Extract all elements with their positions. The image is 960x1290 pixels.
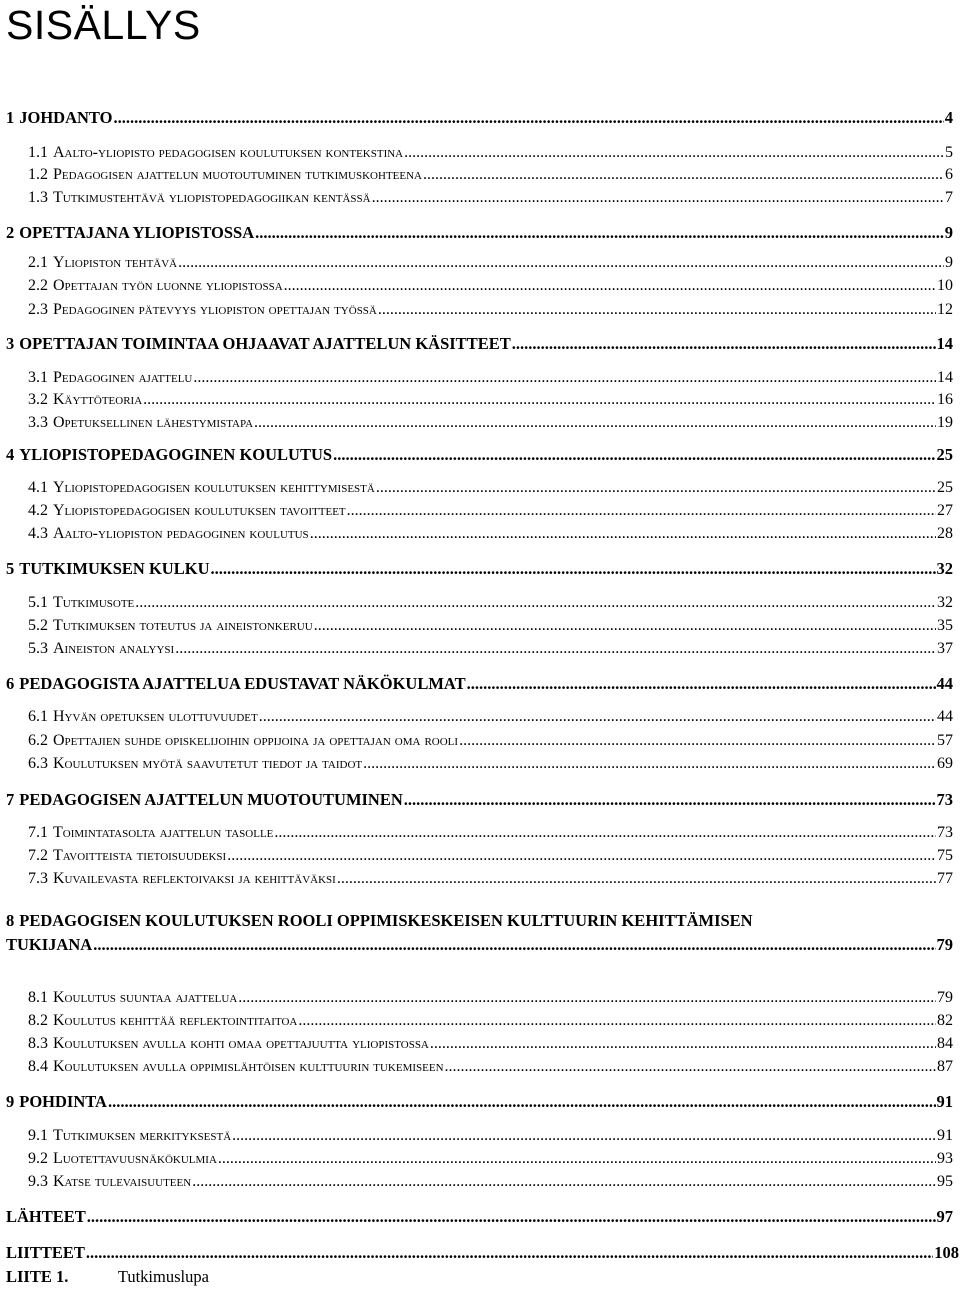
toc-label: LÄHTEET bbox=[6, 1207, 86, 1226]
toc-label: Aalto-yliopiston pedagoginen koulutus bbox=[53, 525, 309, 542]
toc-number: 2.1 bbox=[28, 254, 48, 271]
toc-label: Luotettavuusnäkökulmia bbox=[53, 1150, 217, 1167]
toc-page-number: 95 bbox=[937, 1173, 953, 1190]
toc-label: Katse tulevaisuuteen bbox=[53, 1173, 192, 1190]
dot-leader bbox=[192, 1173, 936, 1191]
toc-page-number: 14 bbox=[936, 334, 953, 353]
toc-label: OPETTAJAN TOIMINTAA OHJAAVAT AJATTELUN KÄSITTEET bbox=[19, 334, 511, 353]
dot-leader bbox=[445, 1058, 936, 1076]
toc-number: 7 bbox=[6, 790, 15, 809]
toc-chapter-entry[interactable] bbox=[6, 911, 953, 955]
toc-number: 1.3 bbox=[28, 189, 48, 206]
toc-label: Opettajan työn luonne yliopistossa bbox=[53, 277, 283, 294]
dot-leader bbox=[298, 1012, 936, 1030]
dot-leader bbox=[113, 108, 943, 128]
toc-chapter-entry[interactable] bbox=[6, 1207, 953, 1227]
toc-number: 7.3 bbox=[28, 870, 48, 887]
toc-page-number: 84 bbox=[937, 1035, 953, 1052]
toc-page-number: 37 bbox=[937, 640, 953, 657]
dot-leader bbox=[512, 334, 936, 354]
dot-leader bbox=[255, 223, 944, 243]
toc-page-number: 35 bbox=[937, 617, 953, 634]
dot-leader bbox=[87, 1207, 936, 1227]
toc-label: Yliopiston tehtävä bbox=[53, 254, 178, 271]
toc-chapter-entry[interactable] bbox=[6, 559, 953, 579]
toc-page-number: 91 bbox=[936, 1092, 953, 1111]
toc-section-entry[interactable] bbox=[28, 594, 953, 612]
toc-number: 5.1 bbox=[28, 594, 48, 611]
toc-label: Pedagoginen ajattelu bbox=[53, 369, 193, 386]
dot-leader bbox=[238, 989, 936, 1007]
toc-section-entry[interactable] bbox=[28, 1058, 953, 1076]
toc-label: Yliopistopedagogisen koulutuksen kehittymisestä bbox=[53, 479, 375, 496]
dot-leader bbox=[193, 369, 936, 387]
toc-label: Tutkimustehtävä yliopistopedagogiikan kentässä bbox=[53, 189, 371, 206]
toc-page-number: 73 bbox=[937, 824, 953, 841]
toc-number: 3.3 bbox=[28, 414, 48, 431]
toc-label: Pedagogisen ajattelun muotoutuminen tutkimuskohteena bbox=[53, 166, 422, 183]
toc-page-number: 79 bbox=[936, 935, 953, 954]
toc-section-entry[interactable] bbox=[28, 1127, 953, 1145]
toc-label: Opettajien suhde opiskelijoihin oppijoina ja opettajan oma rooli bbox=[53, 732, 459, 749]
toc-page-number: 5 bbox=[945, 144, 953, 161]
dot-leader bbox=[135, 594, 936, 612]
toc-label: Tutkimuksen merkityksestä bbox=[53, 1127, 232, 1144]
toc-page-number: 91 bbox=[937, 1127, 953, 1144]
toc-page-number: 44 bbox=[937, 708, 953, 725]
toc-page-number: 79 bbox=[937, 989, 953, 1006]
toc-page-number: 73 bbox=[936, 790, 953, 809]
toc-page-number: 28 bbox=[937, 525, 953, 542]
toc-label: Hyvän opetuksen ulottuvuudet bbox=[53, 708, 258, 725]
dot-leader bbox=[108, 1092, 936, 1112]
toc-number: 9.3 bbox=[28, 1173, 48, 1190]
toc-number: 6 bbox=[6, 674, 15, 693]
toc-number: 2 bbox=[6, 223, 15, 242]
toc-page-number: 82 bbox=[937, 1012, 953, 1029]
toc-page-number: 14 bbox=[937, 369, 953, 386]
toc-number: 3 bbox=[6, 334, 15, 353]
toc-chapter-entry[interactable] bbox=[6, 1243, 959, 1263]
toc-number: 4 bbox=[6, 445, 15, 464]
toc-page-number: 75 bbox=[937, 847, 953, 864]
toc-label: POHDINTA bbox=[19, 1092, 107, 1111]
dot-leader bbox=[404, 790, 936, 810]
toc-section-entry[interactable] bbox=[28, 1150, 953, 1168]
toc-page-number: 9 bbox=[944, 223, 953, 242]
toc-page-number: 57 bbox=[937, 732, 953, 749]
toc-chapter-entry[interactable] bbox=[6, 108, 953, 128]
toc-label: LIITTEET bbox=[6, 1243, 85, 1262]
toc-page-number: 25 bbox=[937, 479, 953, 496]
toc-label: Koulutuksen avulla kohti omaa opettajuutta yliopistossa bbox=[53, 1035, 429, 1052]
toc-section-entry[interactable] bbox=[28, 1035, 953, 1053]
dot-leader bbox=[93, 935, 935, 955]
toc-number: 8.2 bbox=[28, 1012, 48, 1029]
dot-leader bbox=[404, 144, 944, 162]
toc-chapter-entry[interactable] bbox=[6, 1092, 953, 1112]
toc-number: 5 bbox=[6, 559, 15, 578]
appendix-key: LIITE 1. bbox=[6, 1267, 69, 1286]
dot-leader bbox=[372, 189, 944, 207]
dot-leader bbox=[459, 732, 936, 750]
toc-number: 9.1 bbox=[28, 1127, 48, 1144]
toc-number: 4.1 bbox=[28, 479, 48, 496]
toc-number: 8.4 bbox=[28, 1058, 48, 1075]
toc-label-continuation: TUKIJANA bbox=[6, 935, 93, 954]
toc-label: YLIOPISTOPEDAGOGINEN KOULUTUS bbox=[19, 445, 333, 464]
toc-label: TUTKIMUKSEN KULKU bbox=[19, 559, 210, 578]
toc-section-entry[interactable] bbox=[28, 870, 953, 888]
toc-number: 3.2 bbox=[28, 391, 48, 408]
toc-number: 6.3 bbox=[28, 755, 48, 772]
dot-leader bbox=[430, 1035, 936, 1053]
toc-section-entry[interactable] bbox=[28, 708, 953, 726]
appendix-value: Tutkimuslupa bbox=[117, 1267, 209, 1286]
toc-section-entry[interactable] bbox=[28, 824, 953, 842]
dot-leader bbox=[376, 479, 936, 497]
toc-number: 8 bbox=[6, 911, 15, 930]
toc-number: 1.2 bbox=[28, 166, 48, 183]
toc-number: 5.2 bbox=[28, 617, 48, 634]
toc-label: PEDAGOGISTA AJATTELUA EDUSTAVAT NÄKÖKULMAT bbox=[19, 674, 466, 693]
toc-number: 6.1 bbox=[28, 708, 48, 725]
dot-leader bbox=[175, 640, 936, 658]
toc-page-number: 7 bbox=[945, 189, 953, 206]
toc-page-number: 97 bbox=[936, 1207, 953, 1226]
toc-label: Aalto-yliopisto pedagogisen koulutuksen kontekstina bbox=[53, 144, 404, 161]
toc-section-entry[interactable] bbox=[28, 1173, 953, 1191]
toc-page-number: 10 bbox=[937, 277, 953, 294]
toc-section-entry[interactable] bbox=[28, 166, 953, 184]
toc-label: Opetuksellinen lähestymistapa bbox=[53, 414, 254, 431]
toc-page-number: 44 bbox=[936, 674, 953, 693]
toc-section-entry[interactable] bbox=[28, 254, 953, 272]
toc-section-entry[interactable] bbox=[28, 369, 953, 387]
toc-number: 2.3 bbox=[28, 301, 48, 318]
toc-chapter-entry[interactable] bbox=[6, 334, 953, 354]
toc-section-entry[interactable] bbox=[28, 189, 953, 207]
toc-label: Yliopistopedagogisen koulutuksen tavoitteet bbox=[53, 502, 346, 519]
toc-number: 9.2 bbox=[28, 1150, 48, 1167]
toc-number: 7.1 bbox=[28, 824, 48, 841]
toc-page-number: 19 bbox=[937, 414, 953, 431]
toc-page-number: 108 bbox=[934, 1243, 959, 1262]
toc-section-entry[interactable] bbox=[28, 989, 953, 1007]
toc-page-number: 32 bbox=[936, 559, 953, 578]
toc-number: 7.2 bbox=[28, 847, 48, 864]
toc-number: 6.2 bbox=[28, 732, 48, 749]
dot-leader bbox=[178, 254, 944, 272]
toc-page-number: 27 bbox=[937, 502, 953, 519]
toc-number: 1.1 bbox=[28, 144, 48, 161]
toc-label: Koulutuksen myötä saavutetut tiedot ja taidot bbox=[53, 755, 363, 772]
dot-leader bbox=[227, 847, 936, 865]
toc-label: Kuvailevasta reflektoivaksi ja kehittäväksi bbox=[53, 870, 336, 887]
dot-leader bbox=[143, 391, 936, 409]
toc-number: 4.3 bbox=[28, 525, 48, 542]
toc-section-entry[interactable] bbox=[28, 414, 953, 432]
toc-section-entry[interactable] bbox=[28, 525, 953, 543]
toc-section-entry[interactable] bbox=[28, 640, 953, 658]
dot-leader bbox=[218, 1150, 936, 1168]
dot-leader bbox=[363, 755, 936, 773]
toc-page-number: 32 bbox=[937, 594, 953, 611]
toc-label: JOHDANTO bbox=[19, 108, 113, 127]
toc-page-number: 6 bbox=[945, 166, 953, 183]
dot-leader bbox=[284, 277, 936, 295]
toc-label: Pedagoginen pätevyys yliopiston opettajan työssä bbox=[53, 301, 377, 318]
toc-section-entry[interactable] bbox=[28, 617, 953, 635]
toc-label: PEDAGOGISEN KOULUTUKSEN ROOLI OPPIMISKESKEISEN KULTTUURIN KEHITTÄMISEN bbox=[19, 911, 753, 930]
toc-label: OPETTAJANA YLIOPISTOSSA bbox=[19, 223, 255, 242]
toc-label: Aineiston analyysi bbox=[53, 640, 175, 657]
dot-leader bbox=[314, 617, 936, 635]
toc-number: 2.2 bbox=[28, 277, 48, 294]
dot-leader bbox=[259, 708, 936, 726]
toc-page-number: 4 bbox=[944, 108, 953, 127]
appendix-entry bbox=[6, 1267, 209, 1287]
dot-leader bbox=[378, 301, 936, 319]
toc-number: 5.3 bbox=[28, 640, 48, 657]
dot-leader bbox=[86, 1243, 933, 1263]
toc-section-entry[interactable] bbox=[28, 847, 953, 865]
toc-page-number: 25 bbox=[936, 445, 953, 464]
dot-leader bbox=[337, 870, 936, 888]
toc-page-number: 93 bbox=[937, 1150, 953, 1167]
toc-label: Tutkimusote bbox=[53, 594, 135, 611]
toc-page-number: 9 bbox=[945, 254, 953, 271]
toc-label: Toimintatasolta ajattelun tasolle bbox=[53, 824, 274, 841]
toc-chapter-entry[interactable] bbox=[6, 674, 953, 694]
dot-leader bbox=[347, 502, 936, 520]
toc-section-entry[interactable] bbox=[28, 1012, 953, 1030]
toc-chapter-entry[interactable] bbox=[6, 223, 953, 243]
toc-page-number: 16 bbox=[937, 391, 953, 408]
toc-section-entry[interactable] bbox=[28, 144, 953, 162]
toc-page-number: 87 bbox=[937, 1058, 953, 1075]
dot-leader bbox=[310, 525, 936, 543]
toc-section-entry[interactable] bbox=[28, 479, 953, 497]
toc-section-entry[interactable] bbox=[28, 755, 953, 773]
toc-chapter-entry[interactable] bbox=[6, 445, 953, 465]
toc-number: 8.3 bbox=[28, 1035, 48, 1052]
toc-label: Tutkimuksen toteutus ja aineistonkeruu bbox=[53, 617, 313, 634]
dot-leader bbox=[274, 824, 936, 842]
toc-page-number: 77 bbox=[937, 870, 953, 887]
toc-section-entry[interactable] bbox=[28, 277, 953, 295]
toc-number: 8.1 bbox=[28, 989, 48, 1006]
toc-page-number: 12 bbox=[937, 301, 953, 318]
toc-number: 3.1 bbox=[28, 369, 48, 386]
toc-number: 4.2 bbox=[28, 502, 48, 519]
toc-label: Käyttöteoria bbox=[53, 391, 143, 408]
toc-section-entry[interactable] bbox=[28, 301, 953, 319]
toc-section-entry[interactable] bbox=[28, 391, 953, 409]
dot-leader bbox=[232, 1127, 936, 1145]
toc-section-entry[interactable] bbox=[28, 502, 953, 520]
page-title: SISÄLLYS bbox=[6, 2, 201, 48]
toc-page-number: 69 bbox=[937, 755, 953, 772]
toc-label: Koulutuksen avulla oppimislähtöisen kulttuurin tukemiseen bbox=[53, 1058, 444, 1075]
toc-label: Koulutus kehittää reflektointitaitoa bbox=[53, 1012, 298, 1029]
dot-leader bbox=[333, 445, 935, 465]
toc-label: Koulutus suuntaa ajattelua bbox=[53, 989, 238, 1006]
toc-section-entry[interactable] bbox=[28, 732, 953, 750]
dot-leader bbox=[254, 414, 936, 432]
toc-chapter-entry[interactable] bbox=[6, 790, 953, 810]
toc-number: 9 bbox=[6, 1092, 15, 1111]
toc-label: Tavoitteista tietoisuudeksi bbox=[53, 847, 227, 864]
dot-leader bbox=[423, 166, 944, 184]
toc-label: PEDAGOGISEN AJATTELUN MUOTOUTUMINEN bbox=[19, 790, 403, 809]
dot-leader bbox=[210, 559, 935, 579]
dot-leader bbox=[467, 674, 936, 694]
toc-number: 1 bbox=[6, 108, 15, 127]
